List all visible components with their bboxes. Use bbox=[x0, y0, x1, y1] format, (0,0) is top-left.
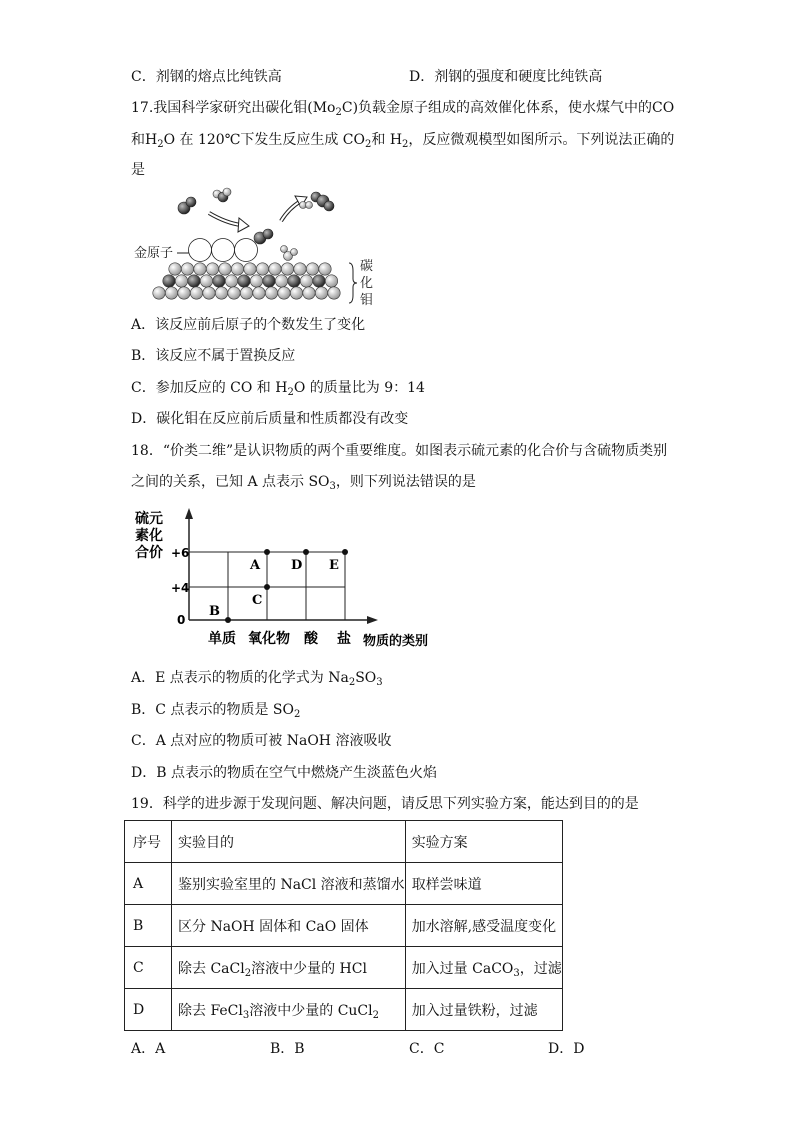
mo2c-atom bbox=[190, 287, 202, 299]
q19-stem: 19．科学的进步源于发现问题、解决问题，请反思下列实验方案，能达到目的的是 bbox=[131, 796, 639, 812]
mo2c-label-3: 钼 bbox=[360, 293, 374, 308]
row-d-purpose: 除去 FeCl$_3$溶液中少量的 CuCl$_2$ bbox=[172, 989, 406, 1031]
q19-answer-b: B．B bbox=[270, 1041, 305, 1057]
mo2c-atom bbox=[240, 287, 252, 299]
mo2c-atom bbox=[178, 287, 190, 299]
table-header-row bbox=[125, 821, 563, 863]
row-d-plan: 加入过量铁粉，过滤 bbox=[405, 989, 562, 1031]
q19-answer-a: A．A bbox=[131, 1041, 166, 1057]
point-e-dot bbox=[342, 549, 348, 555]
mo2c-atom bbox=[290, 287, 302, 299]
y-axis-label-3: 合价 bbox=[135, 545, 163, 561]
mo2c-atom bbox=[203, 287, 215, 299]
row-b-purpose: 区分 NaOH 固体和 CaO 固体 bbox=[172, 905, 406, 947]
point-e-label: E bbox=[329, 558, 339, 573]
table-row bbox=[125, 989, 563, 1031]
mo2c-atom bbox=[175, 275, 187, 287]
mo2c-atom bbox=[169, 263, 181, 275]
point-d-dot bbox=[303, 549, 309, 555]
catalyst-model-figure bbox=[131, 183, 374, 313]
mo2c-atom bbox=[265, 287, 277, 299]
row-a-no: A bbox=[125, 863, 172, 905]
mo2c-atom bbox=[215, 287, 227, 299]
table-row bbox=[125, 905, 563, 947]
row-b-no: B bbox=[125, 905, 172, 947]
q18-option-d: D．B 点表示的物质在空气中燃烧产生淡蓝色火焰 bbox=[131, 765, 437, 781]
y-tick-plus6: +6 bbox=[171, 546, 190, 560]
mo2c-atom bbox=[275, 275, 287, 287]
mo2c-atom bbox=[281, 263, 293, 275]
mo2c-atom bbox=[256, 263, 268, 275]
q17-stem-line3: 是 bbox=[131, 162, 145, 178]
mo2c-atom bbox=[225, 275, 237, 287]
point-c-dot bbox=[264, 584, 270, 590]
mo2c-atom bbox=[313, 275, 325, 287]
mo2c-atom bbox=[181, 263, 193, 275]
q16-option-c: C．剂钢的熔点比纯铁高 bbox=[131, 69, 282, 85]
molybdenum-carbide-layers bbox=[153, 263, 340, 299]
experiment-table bbox=[124, 820, 563, 1031]
mo2c-atom bbox=[303, 287, 315, 299]
row-b-plan: 加水溶解,感受温度变化 bbox=[405, 905, 562, 947]
mo2c-atom bbox=[194, 263, 206, 275]
q19-answer-c: C．C bbox=[409, 1041, 445, 1057]
q18-option-a: A．E 点表示的物质的化学式为 $Na_2SO_3$ bbox=[131, 670, 383, 688]
y-axis-label-2: 素化 bbox=[135, 528, 163, 544]
x-axis-label: 物质的类别 bbox=[363, 634, 429, 649]
mo2c-atom bbox=[188, 275, 200, 287]
row-a-purpose: 鉴别实验室里的 NaCl 溶液和蒸馏水 bbox=[172, 863, 406, 905]
mo2c-atom bbox=[213, 275, 225, 287]
gold-atom bbox=[235, 239, 258, 262]
mo2c-atom bbox=[200, 275, 212, 287]
mo2c-atom bbox=[325, 275, 337, 287]
header-cell-plan: 实验方案 bbox=[405, 821, 562, 863]
mo2c-atom bbox=[244, 263, 256, 275]
y-axis-label-1: 硫元 bbox=[135, 511, 163, 527]
mo2c-atom bbox=[253, 287, 265, 299]
row-d-no: D bbox=[125, 989, 172, 1031]
mo2c-atom bbox=[153, 287, 165, 299]
row-c-no: C bbox=[125, 947, 172, 989]
mo2c-atom bbox=[306, 263, 318, 275]
mo2c-atom bbox=[165, 287, 177, 299]
y-tick-plus4: +4 bbox=[171, 581, 190, 595]
point-a-dot bbox=[264, 549, 270, 555]
point-d-label: D bbox=[291, 558, 303, 573]
q16-option-d: D．剂钢的强度和硬度比纯铁高 bbox=[409, 69, 603, 85]
mo2c-atom bbox=[319, 263, 331, 275]
q17-option-d: D．碳化钼在反应前后质量和性质都没有改变 bbox=[131, 411, 409, 427]
mo2c-atom bbox=[163, 275, 175, 287]
header-cell-no: 序号 bbox=[125, 821, 172, 863]
q17-stem-line2: 和$H_2O$ 在 120℃下发生反应生成 $CO_2$和 $H_2$，反应微观模型如图所示。下列说法正确的 bbox=[131, 132, 675, 150]
mo2c-atom bbox=[278, 287, 290, 299]
table-row bbox=[125, 863, 563, 905]
point-c-label: C bbox=[252, 593, 263, 608]
q19-answer-d: D．D bbox=[548, 1041, 585, 1057]
mo2c-atom bbox=[294, 263, 306, 275]
point-b-label: B bbox=[209, 604, 220, 619]
mo2c-atom bbox=[300, 275, 312, 287]
mo2c-atom bbox=[228, 287, 240, 299]
row-c-purpose: 除去 CaCl$_2$溶液中少量的 HCl bbox=[172, 947, 406, 989]
mo2c-label-2: 化 bbox=[360, 276, 374, 291]
gold-atom bbox=[212, 239, 235, 262]
mo2c-label-1: 碳 bbox=[360, 259, 374, 274]
row-c-plan: 加入过量 CaCO$_3$，过滤 bbox=[405, 947, 562, 989]
q18-stem-line2: 之间的关系，已知 A 点表示 $SO_3$，则下列说法错误的是 bbox=[131, 474, 476, 492]
mo2c-atom bbox=[238, 275, 250, 287]
mo2c-atom bbox=[328, 287, 340, 299]
header-cell-purpose: 实验目的 bbox=[172, 821, 406, 863]
q18-option-b: B．C 点表示的物质是 $SO_2$ bbox=[131, 702, 301, 720]
row-a-plan: 取样尝味道 bbox=[405, 863, 562, 905]
mo2c-atom bbox=[315, 287, 327, 299]
mo2c-atom bbox=[250, 275, 262, 287]
q18-stem-line1: 18．“价类二维”是认识物质的两个重要维度。如图表示硫元素的化合价与含硫物质类别 bbox=[131, 443, 668, 459]
point-b-dot bbox=[225, 617, 231, 623]
q17-option-b: B．该反应不属于置换反应 bbox=[131, 348, 296, 364]
co-molecule-oxygen bbox=[186, 197, 196, 207]
valence-class-chart bbox=[131, 505, 451, 660]
y-tick-zero: 0 bbox=[177, 613, 186, 627]
x-tick-element: 单质 bbox=[208, 631, 236, 647]
mo2c-atom bbox=[269, 263, 281, 275]
q17-stem-line1: 17.我国科学家研究出碳化钼$(Mo_2C)$负载金原子组成的高效催化体系，使水煤气中的CO bbox=[131, 100, 675, 118]
mo2c-atom bbox=[231, 263, 243, 275]
table-row bbox=[125, 947, 563, 989]
x-tick-salt: 盐 bbox=[337, 631, 351, 647]
mo2c-atom bbox=[206, 263, 218, 275]
point-a-label: A bbox=[250, 558, 261, 573]
mo2c-atom bbox=[263, 275, 275, 287]
x-tick-oxide: 氧化物 bbox=[248, 631, 290, 647]
x-tick-acid: 酸 bbox=[304, 631, 318, 647]
mo2c-atom bbox=[219, 263, 231, 275]
q18-option-c: C．A 点对应的物质可被 NaOH 溶液吸收 bbox=[131, 733, 392, 749]
mo2c-atom bbox=[288, 275, 300, 287]
gold-atom bbox=[189, 239, 212, 262]
gold-atom-label: 金原子 bbox=[134, 246, 174, 261]
q17-option-a: A．该反应前后原子的个数发生了变化 bbox=[131, 317, 366, 333]
q17-option-c: C．参加反应的 CO 和 $H_2O$ 的质量比为 9：14 bbox=[131, 380, 425, 398]
